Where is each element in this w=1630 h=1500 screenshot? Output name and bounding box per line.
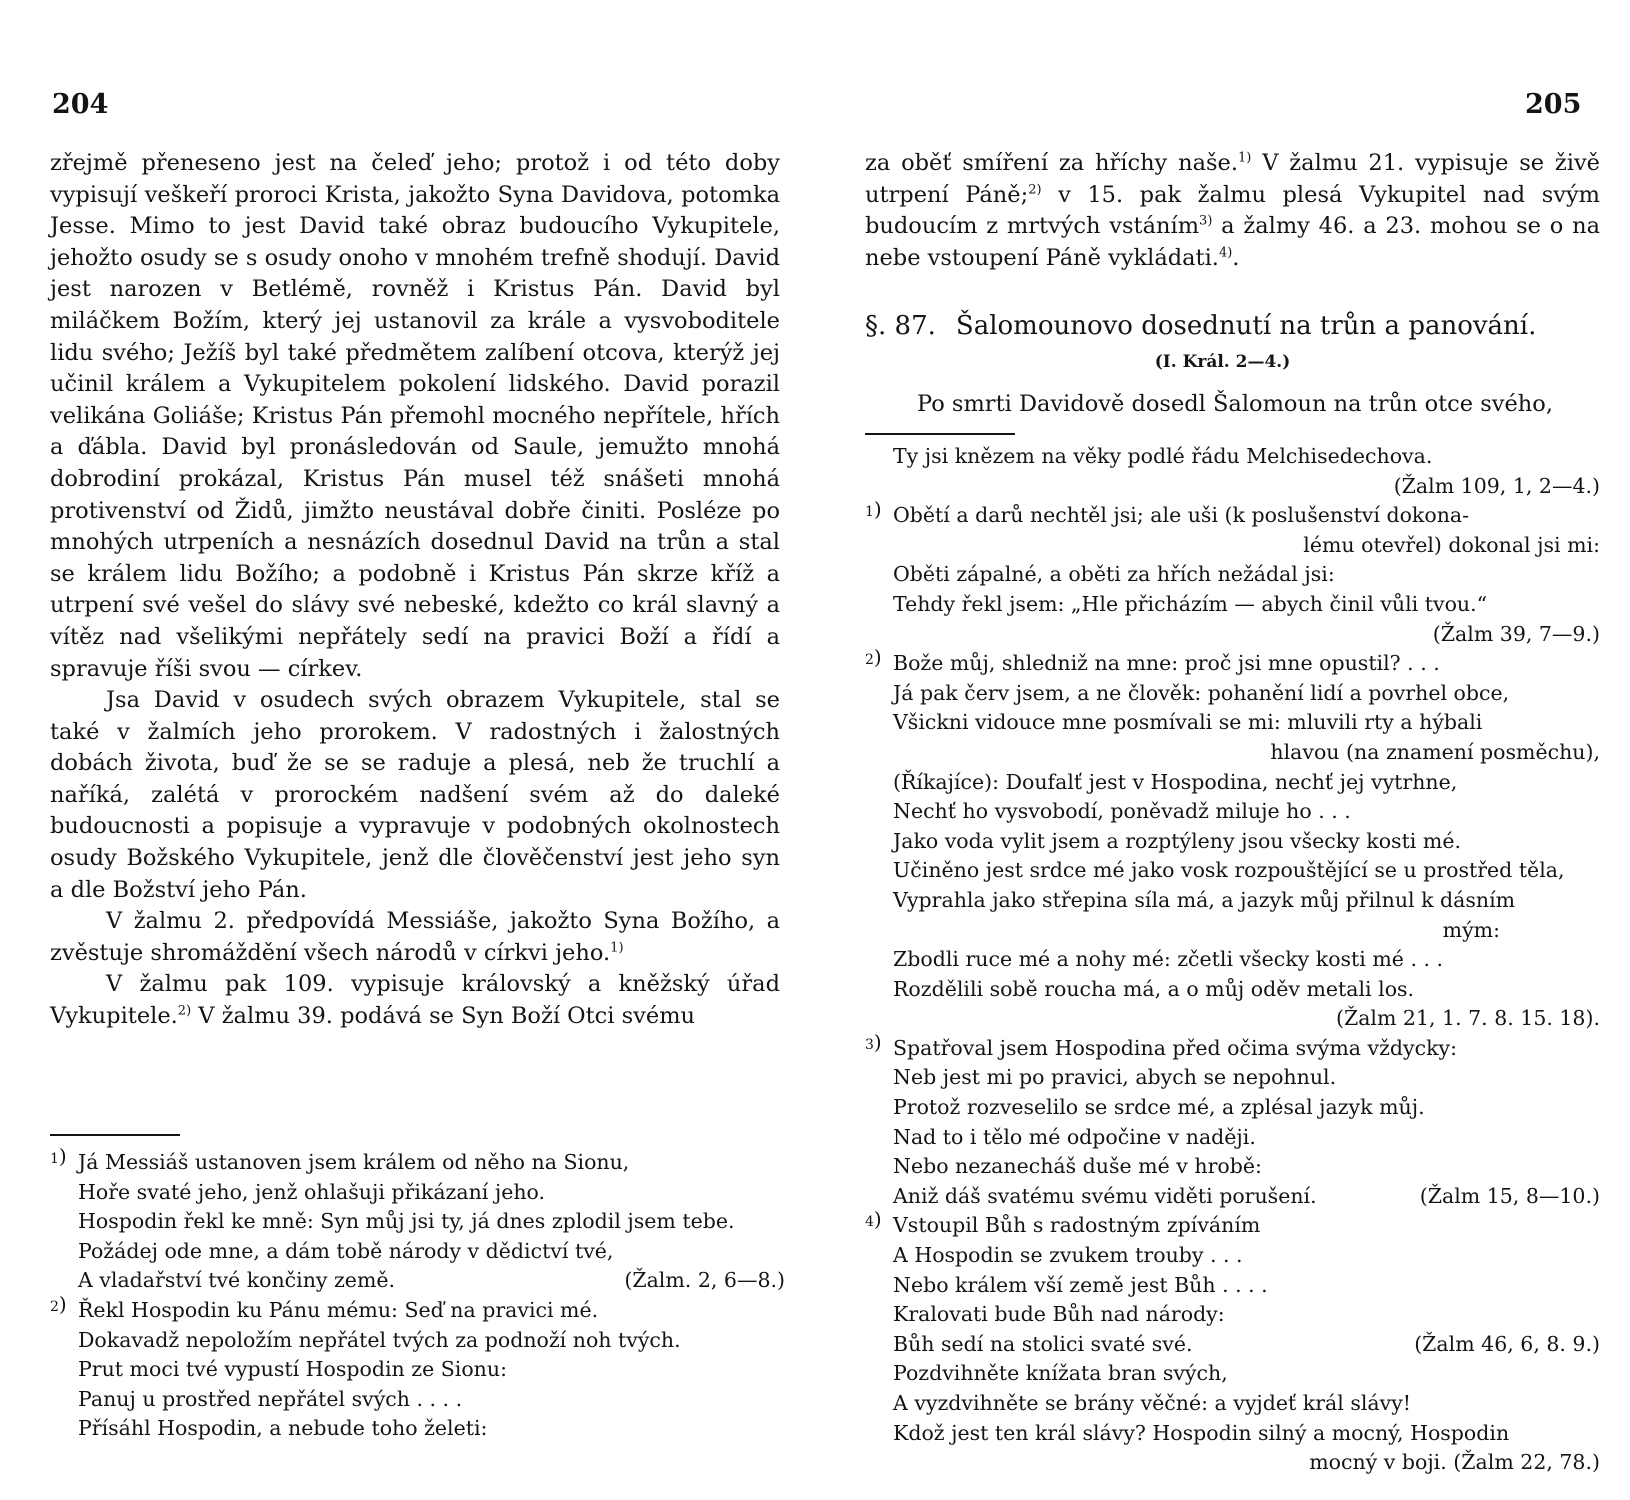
footnote-line: Dokavadž nepoložím nepřátel tvých za podnoží noh tvých. [78,1327,681,1352]
footnote-line: Aniž dáš svatému svému viděti porušení. (Žalm 15, 8—10.) [893,1182,1600,1212]
footnote-mark: 3) [865,1029,882,1054]
footnote-line: Všickni vidouce mne posmívali se mi: mluvili rty a hýbali [893,710,1483,735]
paragraph-psalm-2 [50,906,780,969]
footnote-line: Nebo nezanecháš duše mé v hrobě: [893,1154,1262,1179]
footnote-line: Hospodin řekl ke mně: Syn můj jsi ty, já dnes zplodil jsem tebe. [78,1209,735,1234]
footnote-line: Ty jsi knězem na věky podlé řádu Melchisedechova. [893,444,1433,468]
footnote-line: Rozdělili sobě roucha má, a o můj oděv metali los. [893,976,1415,1001]
paragraph-psalms-prophet: Jsa David v osudech svých obrazem Vykupitele, stal se také v žalmích jeho prorokem. V radostných i žalostných dobách života, buď že se se raduje a plesá, neb že truchlí a naříká, zalétá v prorockém nadšení svém až do daleké budoucnosti a popisuje a vypravuje v podobných okolnostech osudy Božského Vykupitele, jenž dle člověčenství jest jeho syn a dle Božství jeho Pán. [50,687,780,903]
footnote-3-right [865,1029,1600,1212]
left-body-text [50,148,780,1033]
footnote-ref-3: 3) [1199,213,1213,229]
footnote-citation: (Žalm 46, 6, 8. 9.) [1414,1331,1600,1356]
footnote-mark: 2) [50,1291,67,1316]
footnote-line: Já Messiáš ustanoven jsem králem od něho na Sionu, [78,1150,630,1174]
right-page [815,0,1630,1500]
footnote-line: Panuj u prostřed nepřátel svých . . . . [78,1386,463,1411]
footnote-citation: (Žalm. 2, 6—8.) [624,1268,785,1293]
right-footnotes [865,442,1600,1478]
footnote-line: A vladařství tvé končiny země. (Žalm. 2, 6—8.) [78,1266,785,1296]
footnote-line: Řekl Hospodin ku Pánu mému: Seď na pravici mé. [78,1297,599,1322]
footnote-line: Protož rozveselilo se srdce mé, a zplésal jazyk můj. [893,1095,1425,1120]
section-intro-line: Po smrti Davidově dosedl Šalomoun na trůn otce svého, [917,391,1553,417]
footnote-ref-2: 2) [177,1003,192,1019]
footnote-line: Nad to i tělo mé odpočine v naději. [893,1124,1256,1149]
footnote-line: mocný v boji. (Žalm 22, 78.) [1309,1450,1600,1475]
footnote-line: Přísáhl Hospodin, a nebude toho želeti: [78,1416,488,1441]
footnote-citation: (Žalm 15, 8—10.) [1419,1183,1600,1208]
footnote-line: Já pak červ jsem, a ne člověk: pohanění lidí a povrhel obce, [893,680,1510,705]
paragraph-psalm-109 [50,969,780,1032]
footnote-4-right [865,1207,1600,1477]
footnote-line: Nechť ho vysvobodí, poněvadž miluje ho . . . [893,799,1351,824]
footnote-line: mým: [1442,917,1500,942]
footnote-ref-4: 4) [1218,245,1233,261]
footnote-citation: (Žalm 21, 1. 7. 8. 15. 18). [1335,1006,1600,1031]
footnote-2-right [865,645,1600,1034]
footnote-line: Bůh sedí na stolici svaté své. (Žalm 46, 6, 8. 9.) [893,1330,1600,1360]
footnote-line: Zbodli ruce mé a nohy mé: zčetli všecky kosti mé . . . [893,947,1444,972]
footnote-citation: (Žalm 39, 7—9.) [1432,621,1600,646]
footnote-line: Spatřoval jsem Hospodina před očima svýma vždycky: [893,1035,1458,1060]
footnote-line: Vstoupil Bůh s radostným zpíváním [893,1213,1261,1238]
footnote-citation: (Žalm 22, 78.) [1453,1450,1600,1475]
footnote-line: Neb jest mi po pravici, abych se nepohnul. [893,1065,1337,1090]
footnote-line: Prut moci tvé vypustí Hospodin ze Sionu: [78,1357,507,1382]
footnote-line: A vyzdvihněte se brány věčné: a vyjdeť král slávy! [893,1391,1412,1415]
footnote-mark: 1) [865,497,882,522]
footnote-line: A Hospodin se zvukem trouby . . . [893,1243,1243,1268]
footnote-ref-2: 2) [1028,182,1042,198]
footnote-rule-left [50,1134,180,1136]
footnote-mark: 2) [865,645,882,670]
footnote-line: Tehdy řekl jsem: „Hle přicházím — abych činil vůli tvou.“ [893,591,1488,616]
footnote-mark: 4) [865,1207,882,1232]
footnote-line: Jako voda vylit jsem a rozptýleny jsou všecky kosti mé. [893,828,1461,853]
footnote-1-left [50,1144,785,1296]
footnote-line: Pozdvihněte knížata bran svých, [893,1361,1228,1386]
footnote-line: Kralovati bude Bůh nad národy: [893,1302,1225,1327]
section-heading [865,308,1600,344]
footnote-line: Požádej ode mne, a dám tobě národy v dědictví tvé, [78,1238,614,1263]
section-number: §. 87. [865,311,936,341]
footnote-2-left [50,1291,785,1444]
footnote-line: Bože můj, shledniž na mne: proč jsi mne opustil? . . . [893,651,1440,676]
footnote-line: Vyprahla jako střepina síla má, a jazyk můj přilnul k dásním [893,887,1516,912]
footnote-line: Oběti zápalné, a oběti za hřích nežádal jsi: [893,562,1335,587]
carryover-footnote [865,442,1600,501]
section-title: Šalomounovo dosednutí na trůn a panování. [955,311,1537,341]
paragraph-psalm-109-text: V žalmu pak 109. vypisuje královský a kněžský úřad Vykupitele. [50,971,780,1030]
paragraph-psalm-2-text: V žalmu 2. předpovídá Messiáše, jakožto Syna Božího, a zvěstuje shromáždění všech národů v církvi jeho. [50,908,780,966]
footnote-line: Nebo králem vší země jest Bůh . . . . [893,1272,1268,1297]
footnote-ref-1: 1) [1238,150,1252,166]
footnote-citation: (Žalm 109, 1, 2—4.) [1393,473,1600,498]
footnote-line: Hoře svaté jeho, jenž ohlašuji přikázaní jeho. [78,1179,546,1204]
footnote-line: Obětí a darů nechtěl jsi; ale uši (k poslušenství dokona- [893,503,1470,528]
footnote-1-right [865,497,1600,649]
page-number-left: 204 [52,89,109,120]
footnote-rule-right [865,433,1015,435]
footnote-line: Učiněno jest srdce mé jako vosk rozpouštějící se u prostřed těla, [893,858,1565,883]
footnote-line: Kdož jest ten král slávy? Hospodin silný a mocný, Hospodin [893,1420,1510,1445]
paragraph-continuation: za oběť smíření za hříchy naše.$^{1)}$ V žalmu 21. vypisuje se živě utrpení Páně;$^{2)}$ v 15. pak žalmu plesá Vykupitel nad svým budoucím z mrtvých vstáním$^{3)}$ a žalmy 46. a 23. mohou se o na nebe vstoupení Páně vykládati.$^{4)}$. [865,150,1601,271]
section-reference: (I. Král. 2—4.) [1154,352,1291,372]
footnote-line: lému otevřel) dokonal jsi mi: [1303,532,1600,557]
page-number-right: 205 [1525,89,1582,120]
footnote-line: (Říkajíce): Doufalť jest v Hospodina, nechť jej vytrhne, [893,769,1458,794]
paragraph-psalm-39-text: V žalmu 39. podává se Syn Boží Otci svému [191,1003,696,1030]
footnote-mark: 1) [50,1144,67,1168]
right-body-text [865,148,1600,274]
left-footnotes [50,1144,785,1444]
paragraph-david-typology: zřejmě přeneseno jest na čeleď jeho; protož i od této doby vypisují veškeří proroci Krista, jakožto Syna Davidova, potomka Jesse. Mimo to jest David také obraz budoucího Vykupitele, jehožto osudy se s osudy onoho v mnohém trefně shodují. David jest narozen v Betlémě, rovněž i Kristus Pán. David byl miláčkem Božím, který jej ustanovil za krále a vysvoboditele lidu svého; Ježíš byl také předmětem zalíbení otcova, kterýž jej učinil králem a Vykupitelem pokolení lidského. David porazil velikána Goliáše; Kristus Pán přemohl mocného nepřítele, hřích a ďábla. David byl pronásledován od Saule, jemužto mnohá dobrodiní prokázal, Kristus Pán musel též snášeti mnohá protivenství od Židů, jimžto neustával dobře činiti. Posléze po mnohých utrpeních a nesnázích dosednul David na trůn a stal se králem lidu Božího; a podobně i Kristus Pán skrze kříž a utrpení své vešel do slávy své nebeské, kdežto co král slavný a vítěz nad všelikými nepřátely sedí na pravici Boží a řídí a spravuje říši svou — církev. [50,150,780,682]
footnote-line: hlavou (na znamení posměchu), [1270,739,1600,764]
footnote-ref-1: 1) [610,940,624,956]
